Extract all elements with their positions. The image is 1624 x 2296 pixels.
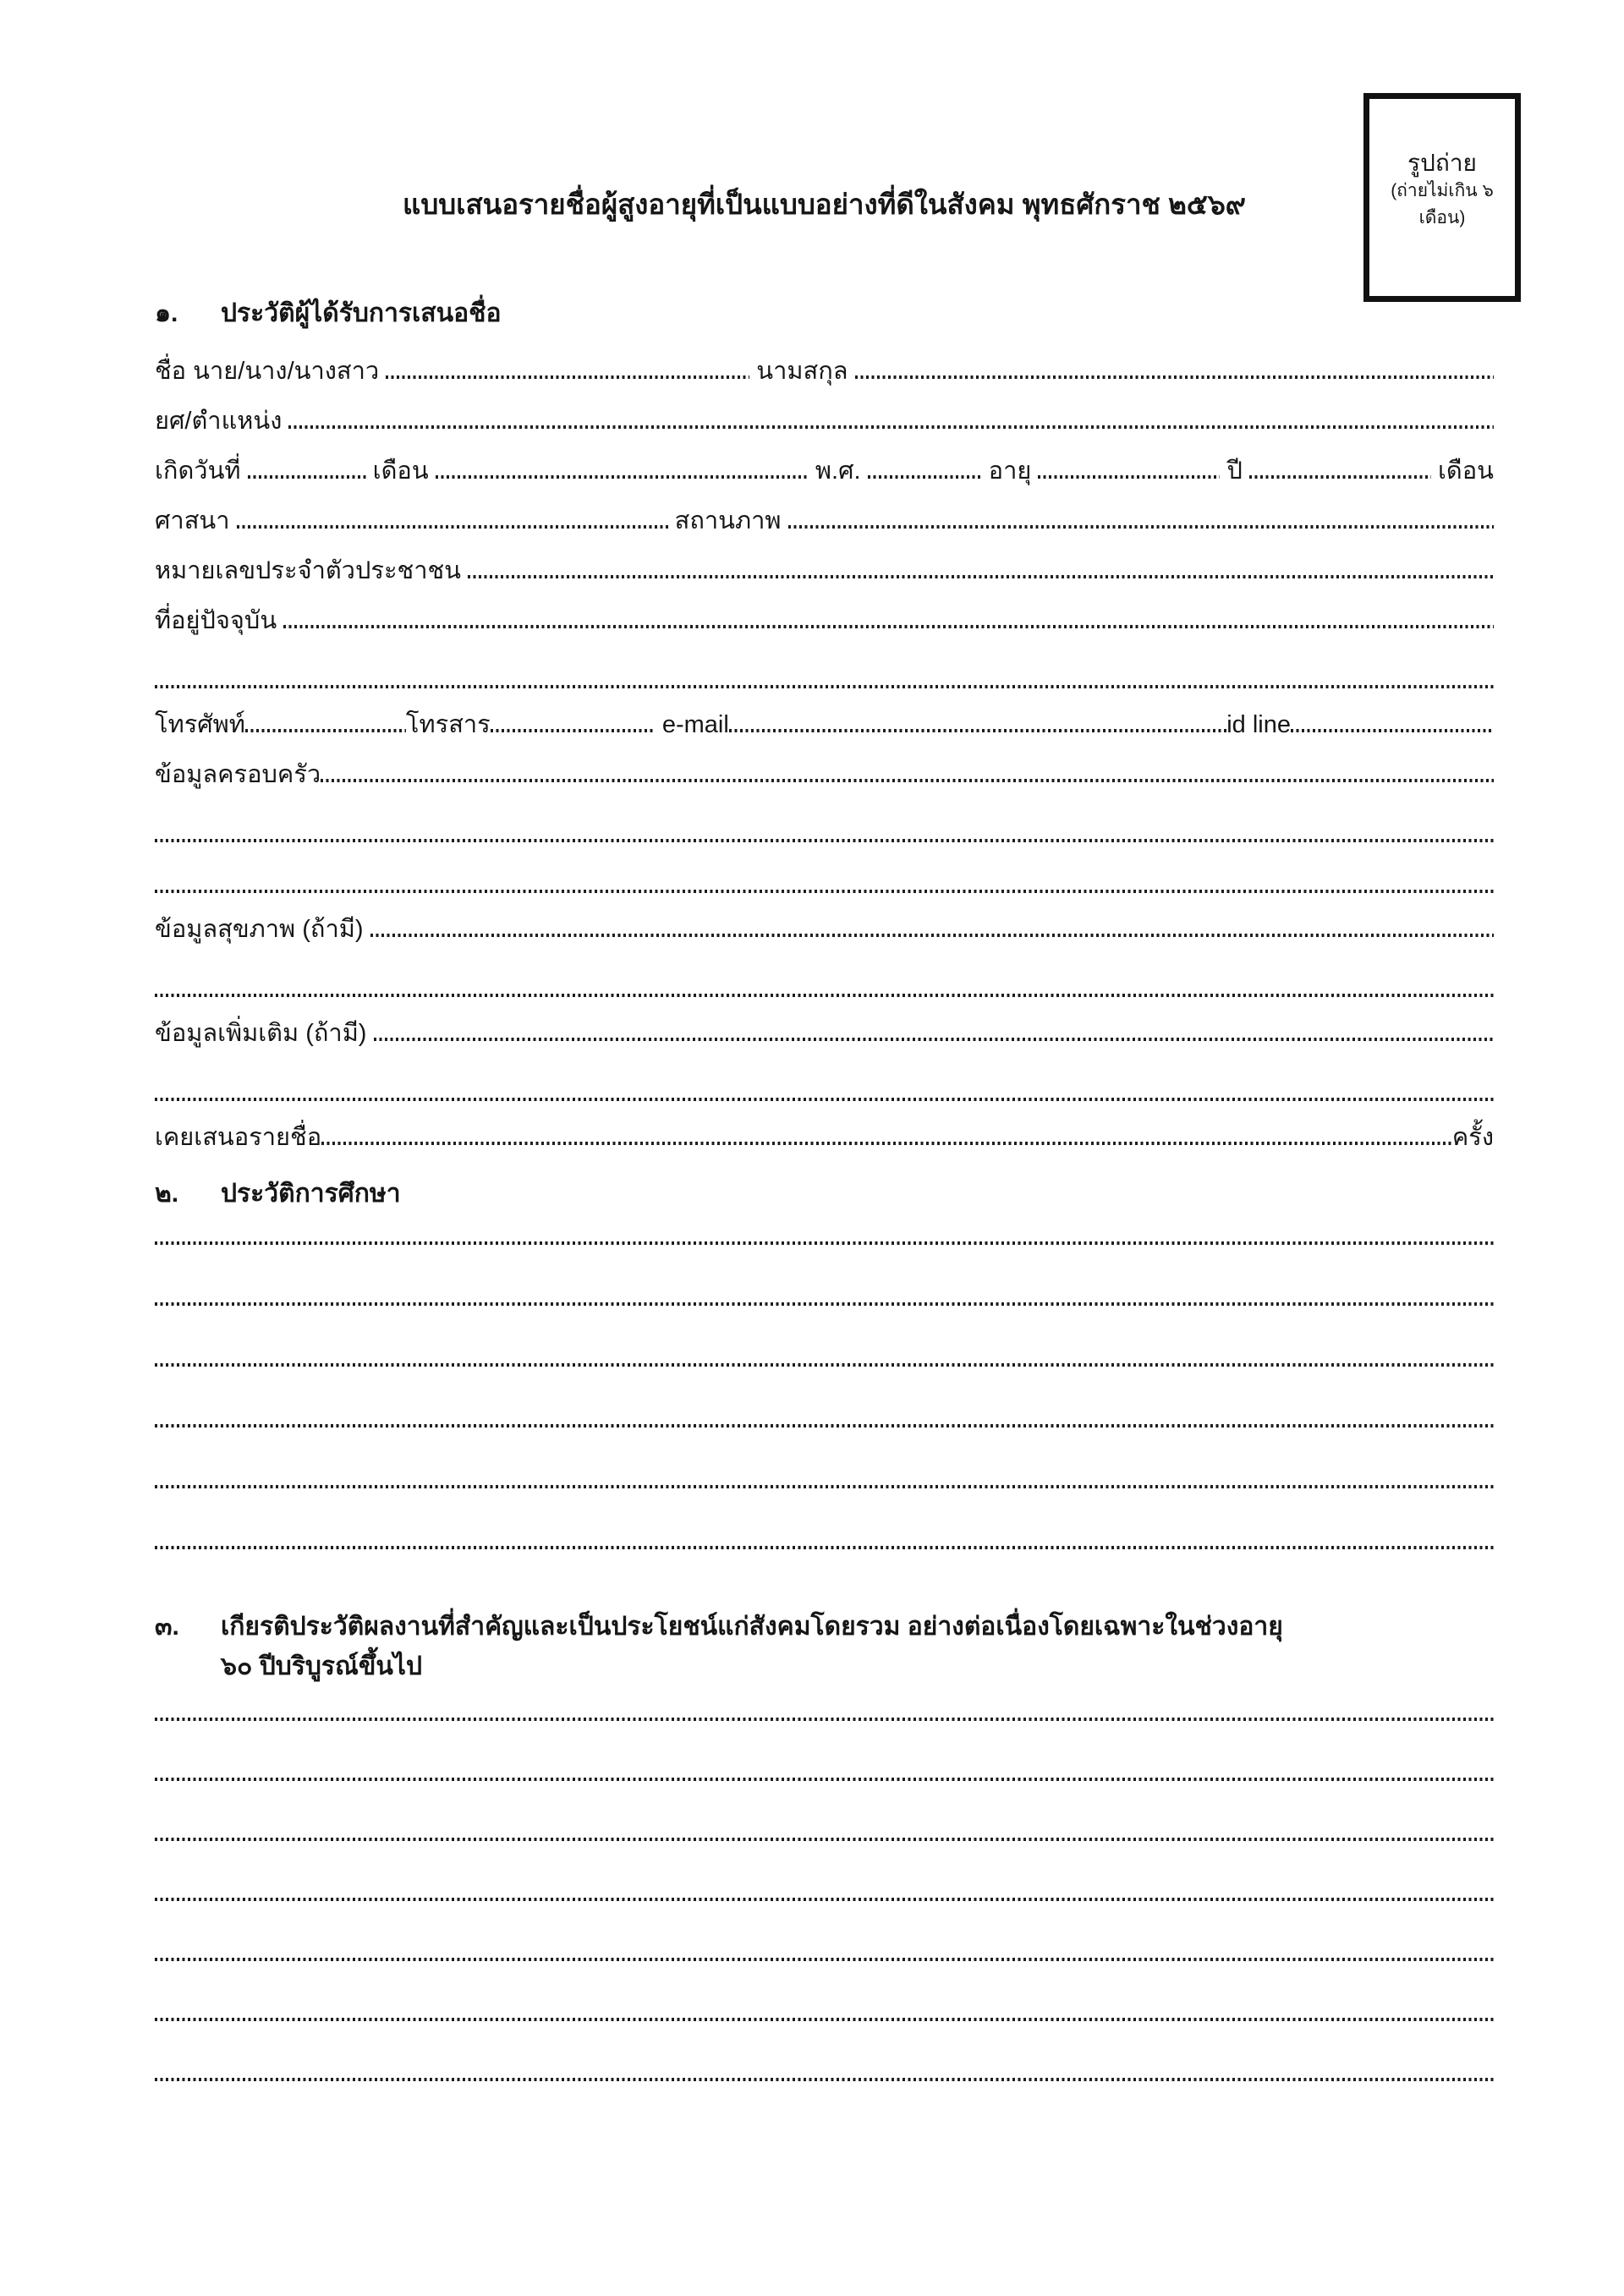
section-heading: ประวัติผู้ได้รับการเสนอชื่อ	[221, 299, 502, 327]
form-field-line	[155, 1002, 1494, 1046]
field-label: ข้อมูลครอบครัว	[155, 760, 321, 788]
dotted-writing-line	[155, 1493, 1494, 1554]
dotted-blank	[1291, 729, 1494, 732]
field-label: ข้อมูลเพิ่มเติม (ถ้ามี)	[155, 1019, 374, 1047]
dotted-blank	[491, 729, 656, 732]
dotted-blank	[155, 1838, 1494, 1841]
section-1-header	[155, 293, 1494, 334]
dotted-blank	[155, 1898, 1494, 1901]
dotted-blank	[1038, 475, 1220, 479]
dotted-writing-line	[155, 847, 1494, 898]
section-achievements	[155, 1607, 1494, 2086]
field-label: เคยเสนอรายชื่อ	[155, 1123, 322, 1151]
dotted-blank	[155, 2078, 1494, 2081]
field-label: หมายเลขประจำตัวประชาชน	[155, 556, 469, 584]
dotted-writing-line	[155, 1966, 1494, 2026]
field-label: โทรสาร	[405, 710, 491, 738]
dotted-blank	[155, 2018, 1494, 2021]
photo-box	[1363, 93, 1521, 302]
dotted-blank	[468, 575, 1494, 578]
dotted-blank	[155, 994, 1494, 997]
dotted-blank	[788, 525, 1494, 529]
dotted-blank	[155, 1718, 1494, 1721]
section-number: ๑.	[155, 299, 178, 327]
dotted-writing-line	[155, 1906, 1494, 1966]
section-lines	[155, 1666, 1494, 2086]
form-field-line	[155, 737, 1494, 787]
photo-box-title: รูปถ่าย	[1407, 150, 1477, 176]
dotted-writing-line	[155, 633, 1494, 693]
dotted-writing-line	[155, 2026, 1494, 2086]
section-heading: ประวัติการศึกษา	[221, 1180, 401, 1208]
form-field-line	[155, 1106, 1494, 1150]
dotted-writing-line	[155, 1726, 1494, 1786]
dotted-blank	[288, 425, 1494, 429]
dotted-writing-line	[155, 1046, 1494, 1106]
field-label: ปี	[1220, 457, 1249, 485]
dotted-blank	[155, 1485, 1494, 1488]
dotted-writing-line	[155, 942, 1494, 1002]
form-field-line	[155, 484, 1494, 534]
dotted-writing-line	[155, 1311, 1494, 1372]
dotted-writing-line	[155, 1250, 1494, 1311]
photo-box-note-line2: เดือน)	[1418, 207, 1466, 227]
dotted-blank	[868, 475, 982, 479]
section-lines	[155, 334, 1494, 1150]
dotted-blank	[855, 375, 1494, 379]
field-label: ที่อยู่ปัจจุบัน	[155, 606, 284, 634]
field-label: ชื่อ นาย/นาง/นางสาว	[155, 357, 387, 385]
field-label: ศาสนา	[155, 507, 237, 534]
dotted-blank	[248, 475, 366, 479]
section-3-header	[155, 1607, 1494, 1686]
form-field-line	[155, 584, 1494, 633]
dotted-writing-line	[155, 1433, 1494, 1493]
field-label: โทรศัพท์	[155, 710, 245, 738]
dotted-blank	[245, 729, 406, 732]
field-label: ครั้ง	[1451, 1123, 1494, 1151]
section-number: ๓.	[155, 1613, 179, 1641]
field-label: เกิดวันที่	[155, 457, 248, 485]
dotted-blank	[155, 890, 1494, 893]
dotted-blank	[155, 839, 1494, 842]
dotted-blank	[436, 475, 809, 479]
dotted-blank	[374, 1038, 1494, 1041]
section-2-header	[155, 1174, 1494, 1214]
dotted-blank	[370, 934, 1494, 937]
field-label: สถานภาพ	[667, 507, 788, 534]
field-label: id line	[1226, 710, 1291, 738]
field-label: เดือน	[365, 457, 436, 485]
dotted-blank	[155, 1363, 1494, 1367]
field-label: เดือน	[1430, 457, 1494, 485]
dotted-blank	[155, 1302, 1494, 1306]
field-label: ข้อมูลสุขภาพ (ถ้ามี)	[155, 915, 370, 943]
section-heading-line2: ๖๐ ปีบริบูรณ์ขึ้นไป	[221, 1652, 423, 1680]
field-label: พ.ศ.	[808, 457, 868, 485]
dotted-blank	[321, 779, 1494, 782]
dotted-blank	[155, 1098, 1494, 1101]
dotted-blank	[237, 525, 668, 529]
dotted-blank	[155, 1424, 1494, 1427]
dotted-blank	[283, 625, 1494, 628]
dotted-blank	[386, 375, 749, 379]
section-personal-history	[155, 293, 1494, 1150]
form-field-line	[155, 384, 1494, 434]
dotted-blank	[155, 1778, 1494, 1781]
field-label: ยศ/ตำแหน่ง	[155, 407, 289, 435]
dotted-blank	[155, 1958, 1494, 1961]
dotted-writing-line	[155, 1372, 1494, 1433]
section-number: ๒.	[155, 1180, 179, 1208]
dotted-blank	[729, 729, 1226, 732]
dotted-blank	[1249, 475, 1431, 479]
form-field-line	[155, 434, 1494, 484]
field-label: e-mail	[655, 710, 729, 738]
dotted-blank	[155, 1546, 1494, 1549]
section-heading	[221, 1607, 1494, 1686]
field-label: อายุ	[981, 457, 1039, 485]
form-field-line	[155, 534, 1494, 584]
dotted-blank	[155, 1241, 1494, 1245]
form-field-line	[155, 898, 1494, 942]
dotted-blank	[321, 1142, 1452, 1145]
form-field-line	[155, 334, 1494, 384]
form-field-line	[155, 693, 1494, 737]
dotted-writing-line	[155, 1846, 1494, 1906]
section-lines	[155, 1189, 1494, 1554]
section-heading-line1: เกียรติประวัติผลงานที่สำคัญและเป็นประโยชน์แก่สังคมโดยรวม อย่างต่อเนื่องโดยเฉพาะในช่วงอายุ	[221, 1613, 1283, 1641]
form-title: แบบเสนอรายชื่อผู้สูงอายุที่เป็นแบบอย่างที่ดีในสังคม พุทธศักราช ๒๕๖๙	[403, 189, 1246, 220]
dotted-writing-line	[155, 787, 1494, 847]
photo-box-note-line1: (ถ่ายไม่เกิน ๖	[1391, 181, 1494, 200]
field-label: นามสกุล	[749, 357, 855, 385]
section-education-history	[155, 1174, 1494, 1554]
dotted-writing-line	[155, 1786, 1494, 1846]
dotted-blank	[155, 685, 1494, 688]
